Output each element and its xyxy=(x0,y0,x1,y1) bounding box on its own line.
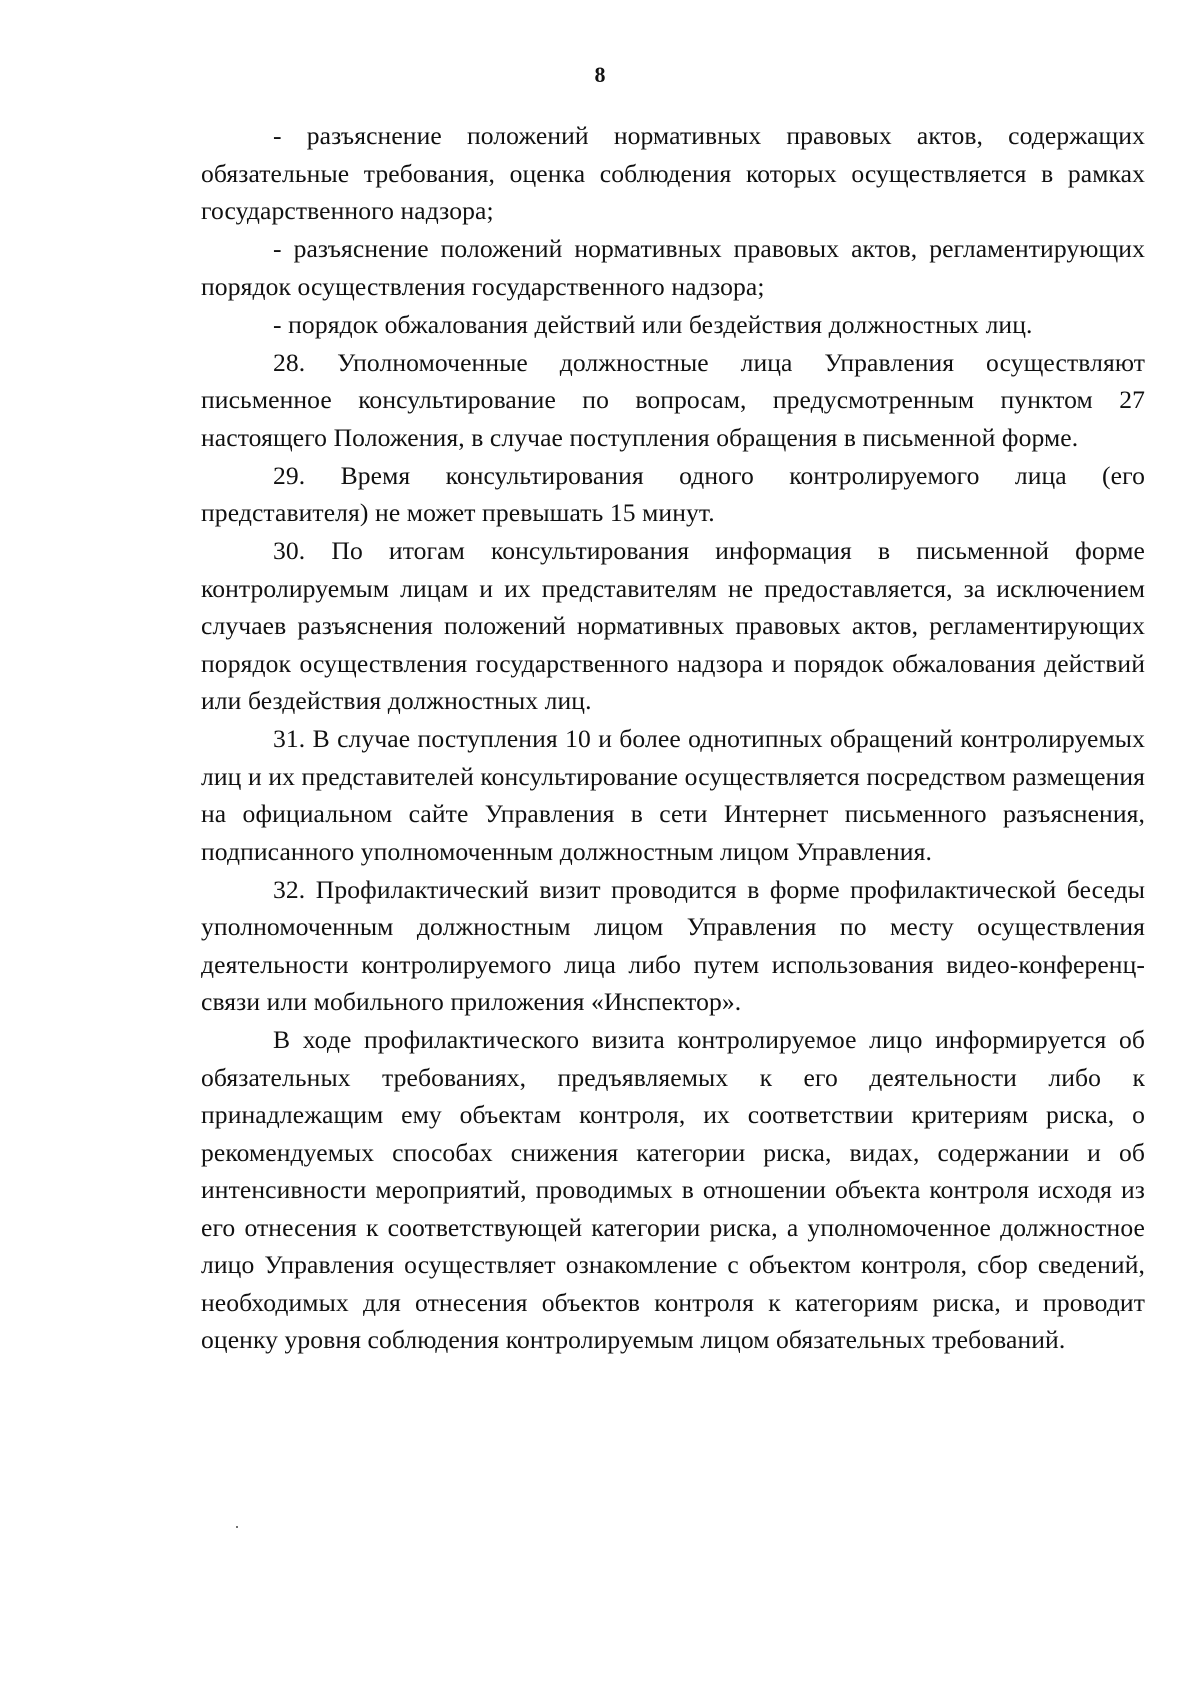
scan-speck xyxy=(236,1526,238,1528)
paragraph-item-32: 32. Профилактический визит проводится в форме профилактической беседы уполномоченным должностным лицом Управления по месту осуществления деятельности контролируемого лица либо путем использования видео-конференц-связи или мобильного приложения «Инспектор». xyxy=(201,874,1145,1016)
paragraph-clarification-mandatory-requirements: - разъяснение положений нормативных правовых актов, содержащих обязательные требования, оценка соблюдения которых осуществляется в рамках государственного надзора; xyxy=(201,121,1145,225)
paragraph-item-28: 28. Уполномоченные должностные лица Управления осуществляют письменное консультирование по вопросам, предусмотренным пунктом 27 настоящего Положения, в случае поступления обращения в письменной форме. xyxy=(201,347,1145,452)
paragraph-item-31: 31. В случае поступления 10 и более однотипных обращений контролируемых лиц и их представителей консультирование осуществляется посредством размещения на официальном сайте Управления в сети Интернет письменного разъяснения, подписанного уполномоченным должностным лицом Управления. xyxy=(201,724,1145,866)
document-body xyxy=(201,117,1145,1359)
paragraph-clarification-supervision-procedure: - разъяснение положений нормативных правовых актов, регламентирующих порядок осуществления государственного надзора; xyxy=(201,234,1145,301)
paragraph-preventive-visit-details: В ходе профилактического визита контролируемое лицо информируется об обязательных требованиях, предъявляемых к его деятельности либо к принадлежащим ему объектам контроля, их соответствии критериям риска, о рекомендуемых способах снижения категории риска, видах, содержании и об интенсивности мероприятий, проводимых в отношении объекта контроля исходя из его отнесения к соответствующей категории риска, а уполномоченное должностное лицо Управления осуществляет ознакомление с объектом контроля, сбор сведений, необходимых для отнесения объектов контроля к категориям риска, и проводит оценку уровня соблюдения контролируемым лицом обязательных требований. xyxy=(201,1025,1145,1354)
page-number: 8 xyxy=(594,62,606,87)
paragraph-appeal-procedure: - порядок обжалования действий или бездействия должностных лиц. xyxy=(273,309,1033,339)
paragraph-item-29: 29. Время консультирования одного контролируемого лица (его представителя) не может превышать 15 минут. xyxy=(201,460,1145,527)
paragraph-item-30: 30. По итогам консультирования информация в письменной форме контролируемым лицам и их представителям не предоставляется, за исключением случаев разъяснения положений нормативных правовых актов, регламентирующих порядок осуществления государственного надзора и порядок обжалования действий или бездействия должностных лиц. xyxy=(201,536,1145,715)
